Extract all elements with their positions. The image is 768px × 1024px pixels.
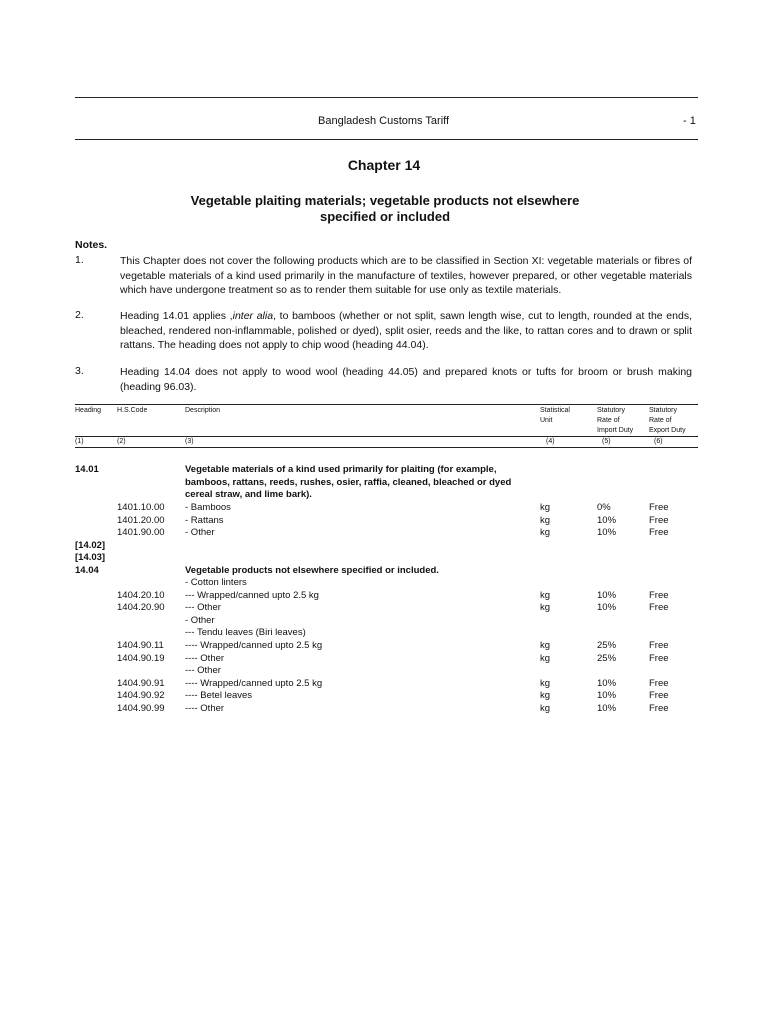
import-duty: 10% xyxy=(597,515,617,526)
import-duty: 10% xyxy=(597,678,617,689)
col-header-line: Import Duty xyxy=(597,427,634,434)
note-text-italic: inter alia xyxy=(232,310,274,322)
hs-code: 1404.90.91 xyxy=(117,678,165,689)
chapter-title xyxy=(120,193,650,225)
col-header-line: Rate of xyxy=(649,417,672,424)
col-header-line: Statutory xyxy=(597,407,626,414)
note-text: Heading 14.04 does not apply to wood wool (heading 44.05) and prepared knots or tufts for broom or brush making (heading 96.03). xyxy=(120,366,692,393)
hs-code: 1401.20.00 xyxy=(117,515,165,526)
description: ---- Wrapped/canned upto 2.5 kg xyxy=(185,640,323,651)
export-duty: Free xyxy=(649,590,669,601)
col-header-heading: Heading xyxy=(75,407,102,414)
heading-description: Vegetable products not elsewhere specified or included. xyxy=(185,565,439,576)
header-top-rule xyxy=(75,97,698,98)
hs-code: 1404.20.90 xyxy=(117,602,165,613)
sub-heading: --- Other xyxy=(185,665,221,676)
import-duty: 10% xyxy=(597,703,617,714)
description: --- Wrapped/canned upto 2.5 kg xyxy=(185,590,319,601)
heading-description-line: bamboos, rattans, reeds, rushes, osier, raffia, cleaned, bleached or dyed xyxy=(185,476,512,488)
chapter-title-line-2: specified or included xyxy=(319,209,451,224)
note-text-part: Heading 14.01 applies , xyxy=(120,310,233,322)
description: ---- Wrapped/canned upto 2.5 kg xyxy=(185,678,323,689)
export-duty: Free xyxy=(649,703,669,714)
note-number: 2. xyxy=(75,309,84,321)
col-header-import-duty xyxy=(597,406,633,436)
statistical-unit: kg xyxy=(540,502,551,513)
description: --- Other xyxy=(185,602,221,613)
sub-heading: --- Tendu leaves (Biri leaves) xyxy=(185,627,306,638)
export-duty: Free xyxy=(649,690,669,701)
export-duty: Free xyxy=(649,515,669,526)
statistical-unit: kg xyxy=(540,640,551,651)
col-number: (5) xyxy=(602,438,611,445)
import-duty: 0% xyxy=(597,502,611,513)
header-page-number: - 1 xyxy=(683,115,696,127)
import-duty: 10% xyxy=(597,590,617,601)
hs-code: 1404.90.99 xyxy=(117,703,165,714)
table-top-rule xyxy=(75,404,698,405)
col-number: (6) xyxy=(654,438,663,445)
col-header-line: Statutory xyxy=(649,407,678,414)
note-text: This Chapter does not cover the following products which are to be classified in Section XI: vegetable materials or fibres of vegetable materials of a kind used primarily in the manufacture of textiles, however prepared, or other vegetable materials which have undergone treatment so as to render them suitable for use only as textile materials. xyxy=(120,255,692,297)
deleted-heading: [14.03] xyxy=(75,552,106,563)
hs-code: 1404.90.92 xyxy=(117,690,165,701)
heading-description xyxy=(185,464,525,502)
statistical-unit: kg xyxy=(540,703,551,714)
statistical-unit: kg xyxy=(540,515,551,526)
header-bottom-rule xyxy=(75,139,698,140)
note-number: 3. xyxy=(75,365,84,377)
description: ---- Betel leaves xyxy=(185,690,253,701)
statistical-unit: kg xyxy=(540,602,551,613)
description: ---- Other xyxy=(185,653,225,664)
hs-code: 1404.90.11 xyxy=(117,640,164,651)
col-header-line: Unit xyxy=(540,417,553,424)
export-duty: Free xyxy=(649,602,669,613)
col-number: (1) xyxy=(75,438,84,445)
statistical-unit: kg xyxy=(540,678,551,689)
hs-code: 1404.20.10 xyxy=(117,590,165,601)
col-number: (2) xyxy=(117,438,126,445)
deleted-heading: [14.02] xyxy=(75,540,106,551)
statistical-unit: kg xyxy=(540,690,551,701)
export-duty: Free xyxy=(649,653,669,664)
chapter-title-line-1: Vegetable plaiting materials; vegetable products not elsewhere xyxy=(190,193,580,208)
heading-description-line: cereal straw, and lime bark). xyxy=(185,489,312,500)
col-header-unit xyxy=(540,406,570,426)
chapter-number: Chapter 14 xyxy=(347,157,421,173)
export-duty: Free xyxy=(649,640,669,651)
import-duty: 10% xyxy=(597,527,617,538)
col-header-hscode: H.S.Code xyxy=(117,407,148,414)
note-number: 1. xyxy=(75,254,84,266)
import-duty: 10% xyxy=(597,602,617,613)
column-number-bottom-rule xyxy=(75,447,698,448)
hs-code: 1401.10.00 xyxy=(117,502,165,513)
note-text-part: , to bamboos (whether or not split, sawn length wise, cut to length, rounded at the ends, bleached, rendered non-inflammable, polished or dyed), split osier, reeds and the like, to rattan cores and to drawn or split rattans. The heading does not apply to chip wood (heading 44.04). xyxy=(120,310,692,352)
col-header-line: Statistical xyxy=(540,407,570,414)
sub-heading: - Cotton linters xyxy=(185,577,247,588)
col-header-description: Description xyxy=(185,407,221,414)
statistical-unit: kg xyxy=(540,527,551,538)
note-text xyxy=(120,309,692,353)
hs-code: 1401.90.00 xyxy=(117,527,165,538)
export-duty: Free xyxy=(649,502,669,513)
import-duty: 10% xyxy=(597,690,617,701)
description: - Other xyxy=(185,527,215,538)
col-number: (4) xyxy=(546,438,555,445)
export-duty: Free xyxy=(649,678,669,689)
description: - Bamboos xyxy=(185,502,231,513)
col-header-export-duty xyxy=(649,406,686,436)
export-duty: Free xyxy=(649,527,669,538)
statistical-unit: kg xyxy=(540,653,551,664)
col-header-line: Export Duty xyxy=(649,427,686,434)
col-number: (3) xyxy=(185,438,194,445)
import-duty: 25% xyxy=(597,653,617,664)
hs-code: 1404.90.19 xyxy=(117,653,165,664)
heading-code: 14.01 xyxy=(75,464,99,475)
heading-code: 14.04 xyxy=(75,565,99,576)
sub-heading: - Other xyxy=(185,615,215,626)
description: - Rattans xyxy=(185,515,224,526)
import-duty: 25% xyxy=(597,640,617,651)
description: ---- Other xyxy=(185,703,225,714)
header-title: Bangladesh Customs Tariff xyxy=(318,115,450,127)
col-header-line: Rate of xyxy=(597,417,620,424)
notes-label: Notes. xyxy=(75,239,108,251)
heading-description-line: Vegetable materials of a kind used primarily for plaiting (for example, xyxy=(185,464,497,475)
column-number-top-rule xyxy=(75,436,698,437)
statistical-unit: kg xyxy=(540,590,551,601)
